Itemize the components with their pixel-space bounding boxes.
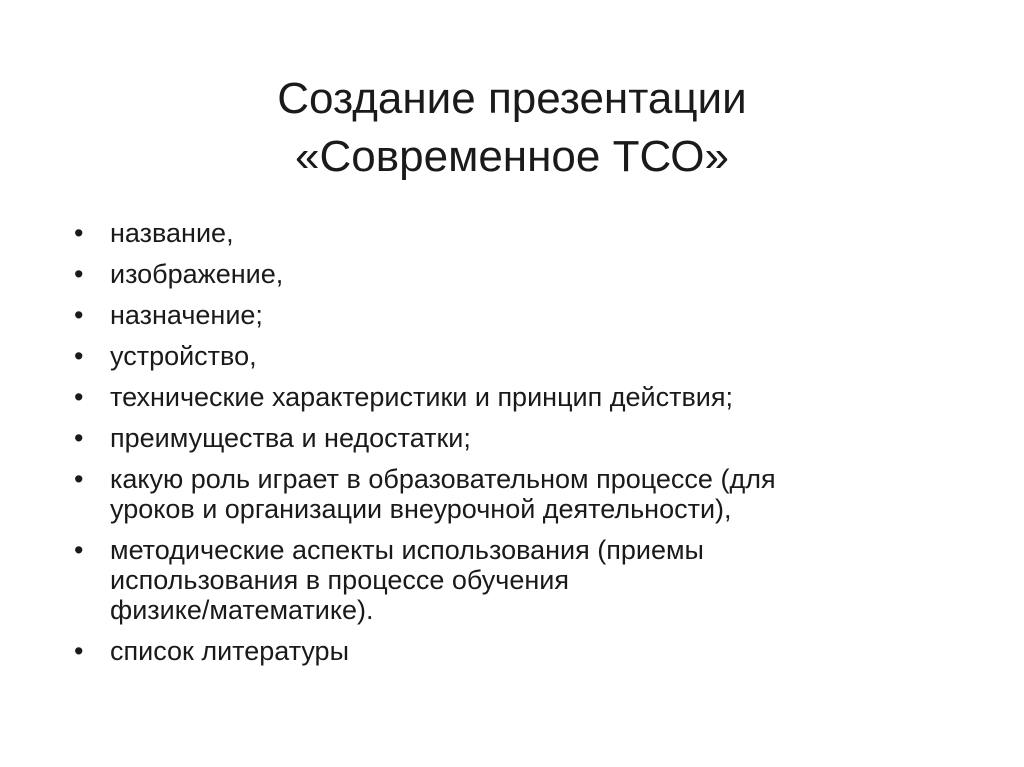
bullet-text: устройство, [110,341,257,371]
bullet-text: список литературы [110,636,349,666]
bullet-item [70,259,950,289]
bullet-dot-icon: • [74,341,84,371]
slide-title-line-1: Создание презентации [277,74,747,123]
bullet-item [70,341,950,371]
bullet-text: назначение; [110,300,263,330]
bullet-text: название, [110,218,234,248]
bullet-dot-icon: • [74,636,84,666]
bullet-text: методические аспекты использования (приемы [110,535,704,565]
bullet-text: преимущества и недостатки; [110,423,471,453]
bullet-dot-icon: • [74,423,84,453]
bullet-text: изображение, [110,259,284,289]
bullet-item [70,382,950,412]
bullet-item [70,535,950,625]
bullet-item [70,218,950,248]
bullet-item [70,464,950,524]
bullet-dot-icon: • [74,382,84,412]
bullet-dot-icon: • [74,259,84,289]
bullet-item [70,636,950,666]
bullet-dot-icon: • [74,464,84,494]
bullet-item [70,423,950,453]
bullet-dot-icon: • [74,300,84,330]
bullet-text: физике/математике). [110,595,374,625]
bullet-dot-icon: • [74,218,84,248]
bullet-text: уроков и организации внеурочной деятельности), [110,494,732,524]
bullet-list [70,218,950,677]
slide-title-line-2: «Современное ТСО» [295,132,729,181]
slide-title [0,70,1024,186]
bullet-dot-icon: • [74,535,84,565]
bullet-text: какую роль играет в образовательном процессе (для [110,464,776,494]
bullet-item [70,300,950,330]
bullet-text: технические характеристики и принцип действия; [110,382,734,412]
bullet-text: использования в процессе обучения [110,565,569,595]
